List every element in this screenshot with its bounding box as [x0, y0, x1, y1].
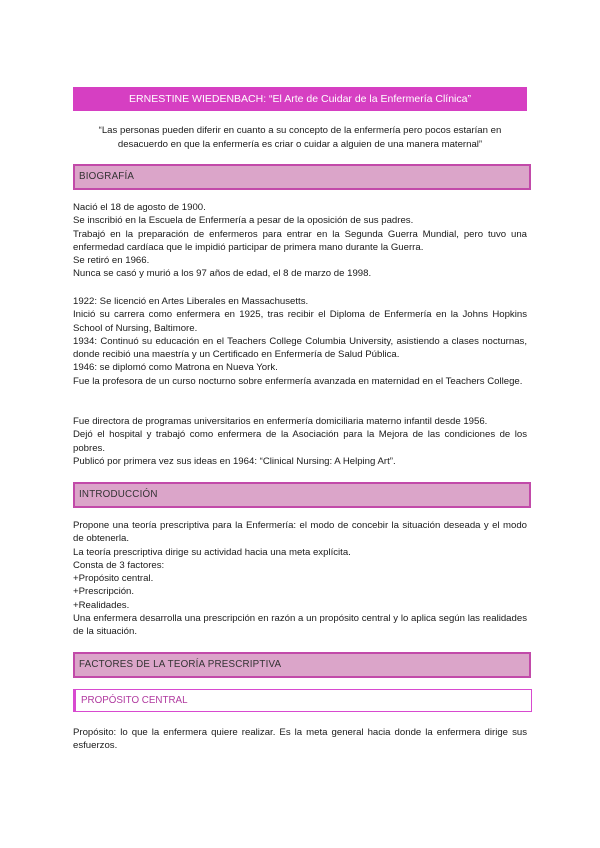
text-line: Se retiró en 1966. [73, 255, 150, 267]
text-line: 1922: Se licenció en Artes Liberales en Massachusetts. [73, 296, 309, 307]
text-line: Publicó por primera vez sus ideas en 1964: “Clinical Nursing: A Helping Art”. [73, 455, 396, 467]
list-item: +Realidades. [73, 599, 130, 611]
text-line: La teoría prescriptiva dirige su actividad hacia una meta explícita. [73, 546, 351, 558]
subsection-heading-proposito: PROPÓSITO CENTRAL [73, 689, 532, 712]
section-heading-introduccion: INTRODUCCIÓN [73, 482, 531, 508]
document-title: ERNESTINE WIEDENBACH: “El Arte de Cuidar de la Enfermería Clínica” [73, 87, 527, 111]
biografia-group-3 [73, 415, 527, 468]
section-heading-factores: FACTORES DE LA TEORÍA PRESCRIPTIVA [73, 652, 531, 678]
text-line: Se inscribió en la Escuela de Enfermería a pesar de la oposición de sus padres. [73, 215, 414, 227]
text-line: Propósito: lo que la enfermera quiere realizar. Es la meta general hacia donde la enfermera dirige sus esfuerzos. [73, 727, 527, 752]
text-line: 1946: se diplomó como Matrona en Nueva York. [73, 362, 278, 374]
text-line: 1934: Continuó su educación en el Teachers College Columbia University, asistiendo a clases nocturnas, donde recibió una maestría y un Certificado en Enfermería de Salud Pública. [73, 335, 527, 361]
text-line: Fue directora de programas universitarios en enfermería domiciliaria materno infantil desde 1956. [73, 416, 488, 427]
text-line: Nació el 18 de agosto de 1900. [73, 202, 206, 213]
proposito-body [73, 726, 527, 753]
list-item: +Propósito central. [73, 573, 154, 585]
text-line: Propone una teoría prescriptiva para la Enfermería: el modo de concebir la situación deseada y el modo de obtenerla. [73, 520, 527, 545]
opening-quote: “Las personas pueden diferir en cuanto a su concepto de la enfermería pero pocos estarían en desacuerdo en que la enfermería es criar o cuidar a alguien de una manera maternal” [98, 125, 502, 150]
biografia-group-2 [73, 295, 527, 388]
list-item: +Prescripción. [73, 586, 135, 598]
text-line: Fue la profesora de un curso nocturno sobre enfermería avanzada en maternidad en el Teachers College. [73, 375, 523, 387]
text-line: Consta de 3 factores: [73, 559, 165, 571]
text-line: Inició su carrera como enfermera en 1925, tras recibir el Diploma de Enfermería en la Johns Hopkins School of Nursing, Baltimore. [73, 309, 527, 334]
text-line: Dejó el hospital y trabajó como enfermera de la Asociación para la Mejora de las condiciones de los pobres. [73, 429, 527, 454]
introduccion-body [73, 519, 527, 639]
biografia-group-1 [73, 201, 527, 281]
text-line: Nunca se casó y murió a los 97 años de edad, el 8 de marzo de 1998. [73, 268, 372, 280]
section-heading-biografia: BIOGRAFÍA [73, 164, 531, 190]
text-line: Trabajó en la preparación de enfermeros para entrar en la Segunda Guerra Mundial, pero tuvo una enfermedad cardíaca que le impidió participar de primera mano durante la Guerra. [73, 228, 527, 253]
text-line: Una enfermera desarrolla una prescripción en razón a un propósito central y lo aplica según las realidades de la situación. [73, 613, 527, 638]
